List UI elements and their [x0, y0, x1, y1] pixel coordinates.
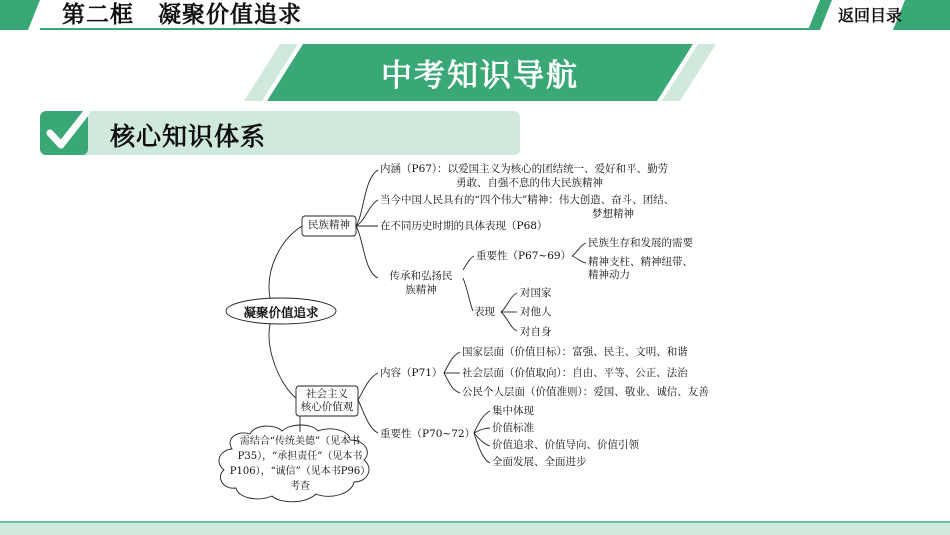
branch-national-spirit: 民族精神 — [308, 219, 350, 231]
branch-core-values-1: 社会主义 — [306, 388, 348, 400]
content-item: 社会层面（价值取向）：自由、平等、公正、法治 — [462, 367, 688, 379]
importance-2-item: 集中体现 — [492, 405, 534, 417]
importance-1-item: 民族生存和发展的需要 — [588, 237, 693, 249]
expression-label: 表现 — [474, 306, 495, 318]
cross-reference-note: 需结合“传统美德”（见本书P35），“承担责任”（见本书P106），“诚信”（见本书P96）考查 — [229, 436, 371, 492]
return-to-contents-button[interactable]: 返回目录 — [838, 6, 903, 25]
connotation-line-2: 勇敢、自强不息的伟大民族精神 — [456, 177, 603, 189]
four-great-line-2: 梦想精神 — [592, 208, 634, 220]
content-item: 国家层面（价值目标）：富强、民主、文明、和谐 — [462, 346, 688, 358]
importance-1-item: 精神动力 — [588, 269, 630, 281]
expression-item: 对国家 — [520, 287, 552, 299]
section-title: 核心知识体系 — [110, 122, 267, 151]
historical-expression: 在不同历史时期的具体表现（P68） — [380, 220, 548, 232]
lesson-title: 第二框 凝聚价值追求 — [62, 2, 302, 28]
expression-item: 对自身 — [520, 326, 552, 338]
four-great-line-1: 当今中国人民具有的“四个伟大”精神：伟大创造、奋斗、团结、 — [380, 194, 675, 206]
content-label: 内容（P71） — [380, 367, 443, 379]
mindmap-root: 凝聚价值追求 — [243, 305, 319, 320]
importance-2-item: 全面发展、全面进步 — [492, 456, 587, 468]
connotation-line-1: 内涵（P67）：以爱国主义为核心的团结统一、爱好和平、勤劳 — [380, 163, 669, 175]
importance-2-item: 价值追求、价值导向、价值引领 — [492, 439, 639, 451]
bottom-bar-graphic — [0, 519, 950, 535]
inherit-line-1: 传承和弘扬民 — [389, 270, 453, 282]
expression-item: 对他人 — [520, 306, 552, 318]
importance-1: 重要性（P67~69） — [476, 250, 572, 262]
importance-2-item: 价值标准 — [492, 422, 534, 434]
importance-2: 重要性（P70~72） — [380, 428, 476, 440]
importance-1-item: 精神支柱、精神纽带、 — [588, 256, 693, 268]
inherit-line-2: 族精神 — [405, 284, 437, 296]
banner-title: 中考知识导航 — [381, 58, 579, 94]
content-item: 公民个人层面（价值准则）：爱国、敬业、诚信、友善 — [462, 386, 709, 398]
branch-core-values-2: 核心价值观 — [300, 401, 354, 413]
